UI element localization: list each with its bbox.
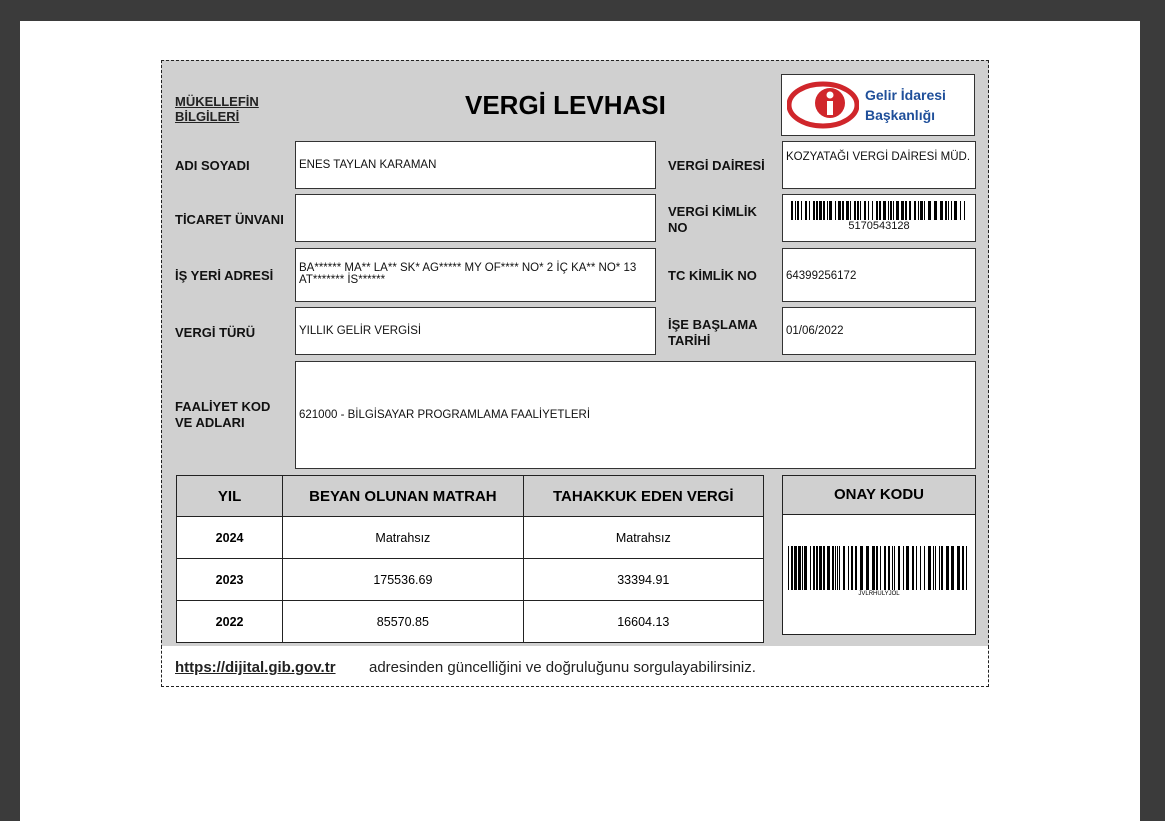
barcode-bar [838,201,841,220]
gib-logo-icon [787,81,859,129]
row-matrah: Matrahsız [283,517,523,559]
approval-code-barcode [788,546,971,590]
trade-name-field [295,194,656,242]
barcode-bar [827,201,828,220]
barcode-bar [966,546,967,590]
tc-id-value: 64399256172 [786,270,857,282]
barcode-bar [816,546,818,590]
barcode-bar [851,546,853,590]
barcode-bar [794,546,797,590]
row-year: 2022 [177,601,283,643]
barcode-bar [903,546,904,590]
barcode-bar [813,201,815,220]
row-vergi: 16604.13 [523,601,763,643]
barcode-bar [898,546,900,590]
barcode-bar [804,546,807,590]
barcode-bar [791,546,793,590]
barcode-bar [835,201,836,220]
col-header-vergi: TAHAKKUK EDEN VERGİ [523,476,763,517]
barcode-bar [890,201,892,220]
barcode-bar [939,546,940,590]
tax-office-value: KOZYATAĞI VERGİ DAİRESİ MÜD. [786,151,971,163]
barcode-bar [848,546,849,590]
barcode-bar [928,201,931,220]
barcode-bar [860,201,861,220]
start-date-label-line2: TARİHİ [668,333,711,348]
barcode-bar [813,546,815,590]
trade-name-label: TİCARET ÜNVANI [175,212,284,227]
barcode-bar [827,546,830,590]
table-row [177,601,764,643]
tax-office-label: VERGİ DAİRESİ [668,158,765,173]
barcode-bar [837,546,838,590]
barcode-bar [960,201,961,220]
barcode-bar [946,546,949,590]
row-matrah: 175536.69 [283,559,523,601]
barcode-bar [962,546,964,590]
barcode-bar [912,546,914,590]
barcode-bar [797,201,799,220]
start-date-value: 01/06/2022 [786,325,844,337]
barcode-bar [823,546,825,590]
row-year: 2023 [177,559,283,601]
row-vergi: 33394.91 [523,559,763,601]
barcode-bar [933,546,934,590]
row-year: 2024 [177,517,283,559]
barcode-bar [945,201,947,220]
barcode-bar [924,546,925,590]
verification-text: adresinden güncelliğini ve doğruluğunu sorgulayabilirsiniz. [369,659,756,676]
barcode-bar [914,201,916,220]
barcode-bar [934,201,937,220]
barcode-bar [857,201,859,220]
activity-field [295,361,976,469]
tax-id-barcode [791,201,967,220]
barcode-bar [855,546,857,590]
address-label: İŞ YERİ ADRESİ [175,268,274,283]
barcode-bar [819,546,822,590]
verification-footer [161,646,989,687]
barcode-bar [920,546,921,590]
activity-label-line1: FAALİYET KOD [175,399,271,414]
tax-type-label: VERGİ TÜRÜ [175,325,256,340]
logo-line1: Gelir İdaresi [865,87,946,103]
barcode-bar [866,546,869,590]
tc-id-label: TC KİMLİK NO [668,268,757,283]
barcode-bar [823,201,825,220]
activity-label-line2: VE ADLARI [175,415,245,430]
barcode-bar [948,201,949,220]
page-title: VERGİ LEVHASI [465,90,666,120]
barcode-bar [928,546,931,590]
barcode-bar [954,201,957,220]
approval-code-value: JVLRHULYJOL [858,591,900,597]
barcode-bar [798,546,801,590]
barcode-bar [964,201,965,220]
barcode-bar [832,546,834,590]
gib-logo-text [865,85,946,125]
barcode-bar [951,546,954,590]
barcode-bar [941,546,943,590]
barcode-bar [850,201,851,220]
barcode-bar [924,201,925,220]
barcode-bar [854,201,856,220]
barcode-bar [842,201,844,220]
address-value: BA****** MA** LA** SK* AG***** MY OF**** NO* 2 İÇ KA** NO* 13 AT******* İS****** [299,262,637,286]
barcode-bar [894,546,895,590]
barcode-bar [957,546,960,590]
approval-code-title: ONAY KODU [783,476,975,515]
tax-type-field [295,307,656,355]
tc-id-field [782,248,976,302]
name-label: ADI SOYADI [175,158,250,173]
barcode-bar [872,201,873,220]
tax-plate-document [161,60,989,648]
approval-code-box [782,475,976,635]
name-value: ENES TAYLAN KARAMAN [299,159,437,171]
barcode-bar [802,546,803,590]
barcode-bar [860,546,863,590]
barcode-bar [795,201,796,220]
logo-line2: Başkanlığı [865,107,936,123]
barcode-bar [940,201,943,220]
table-row [177,517,764,559]
row-vergi: Matrahsız [523,517,763,559]
barcode-bar [935,546,936,590]
activity-value: 621000 - BİLGİSAYAR PROGRAMLAMA FAALİYETLERİ [299,409,591,421]
barcode-bar [876,546,878,590]
barcode-bar [951,201,952,220]
col-header-year: YIL [177,476,283,517]
barcode-bar [888,201,889,220]
col-header-matrah: BEYAN OLUNAN MATRAH [283,476,523,517]
barcode-bar [918,201,919,220]
barcode-bar [805,201,807,220]
barcode-bar [801,201,802,220]
barcode-bar [788,546,789,590]
tax-office-field [782,141,976,189]
barcode-bar [846,201,849,220]
tax-history-table [176,475,764,643]
section-title-line2: BİLGİLERİ [175,109,240,124]
barcode-bar [868,201,869,220]
barcode-bar [880,546,881,590]
barcode-bar [819,201,822,220]
barcode-bar [876,201,878,220]
barcode-bar [883,201,886,220]
tax-id-field [782,194,976,242]
barcode-bar [809,201,810,220]
tax-id-label-line1: VERGİ KİMLİK [668,204,757,219]
table-header-row [177,476,764,517]
barcode-bar [829,201,832,220]
tax-type-value: YILLIK GELİR VERGİSİ [299,325,422,337]
barcode-bar [810,546,811,590]
address-field [295,248,656,302]
start-date-field [782,307,976,355]
barcode-bar [835,546,836,590]
barcode-bar [839,546,840,590]
barcode-bar [843,546,845,590]
barcode-bar [816,201,818,220]
tax-id-value: 5170543128 [848,220,910,232]
section-title-line1: MÜKELLEFİN [175,94,259,109]
name-field [295,141,656,189]
barcode-bar [905,201,907,220]
barcode-bar [901,201,904,220]
barcode-bar [884,546,886,590]
barcode-bar [920,201,923,220]
gib-logo [781,74,975,136]
tax-id-label-line2: NO [668,220,688,235]
barcode-bar [864,201,866,220]
barcode-bar [896,201,899,220]
activity-label [175,399,270,431]
verification-link[interactable]: https://dijital.gib.gov.tr [175,659,336,676]
barcode-bar [916,546,917,590]
barcode-bar [888,546,890,590]
section-title [175,94,259,124]
barcode-bar [872,546,875,590]
barcode-bar [909,201,911,220]
barcode-bar [892,546,893,590]
barcode-bar [893,201,894,220]
barcode-bar [879,201,881,220]
row-matrah: 85570.85 [283,601,523,643]
barcode-bar [791,201,793,220]
table-row [177,559,764,601]
tax-id-label [668,204,757,236]
start-date-label-line1: İŞE BAŞLAMA [668,317,758,332]
start-date-label [668,317,758,349]
barcode-bar [906,546,909,590]
